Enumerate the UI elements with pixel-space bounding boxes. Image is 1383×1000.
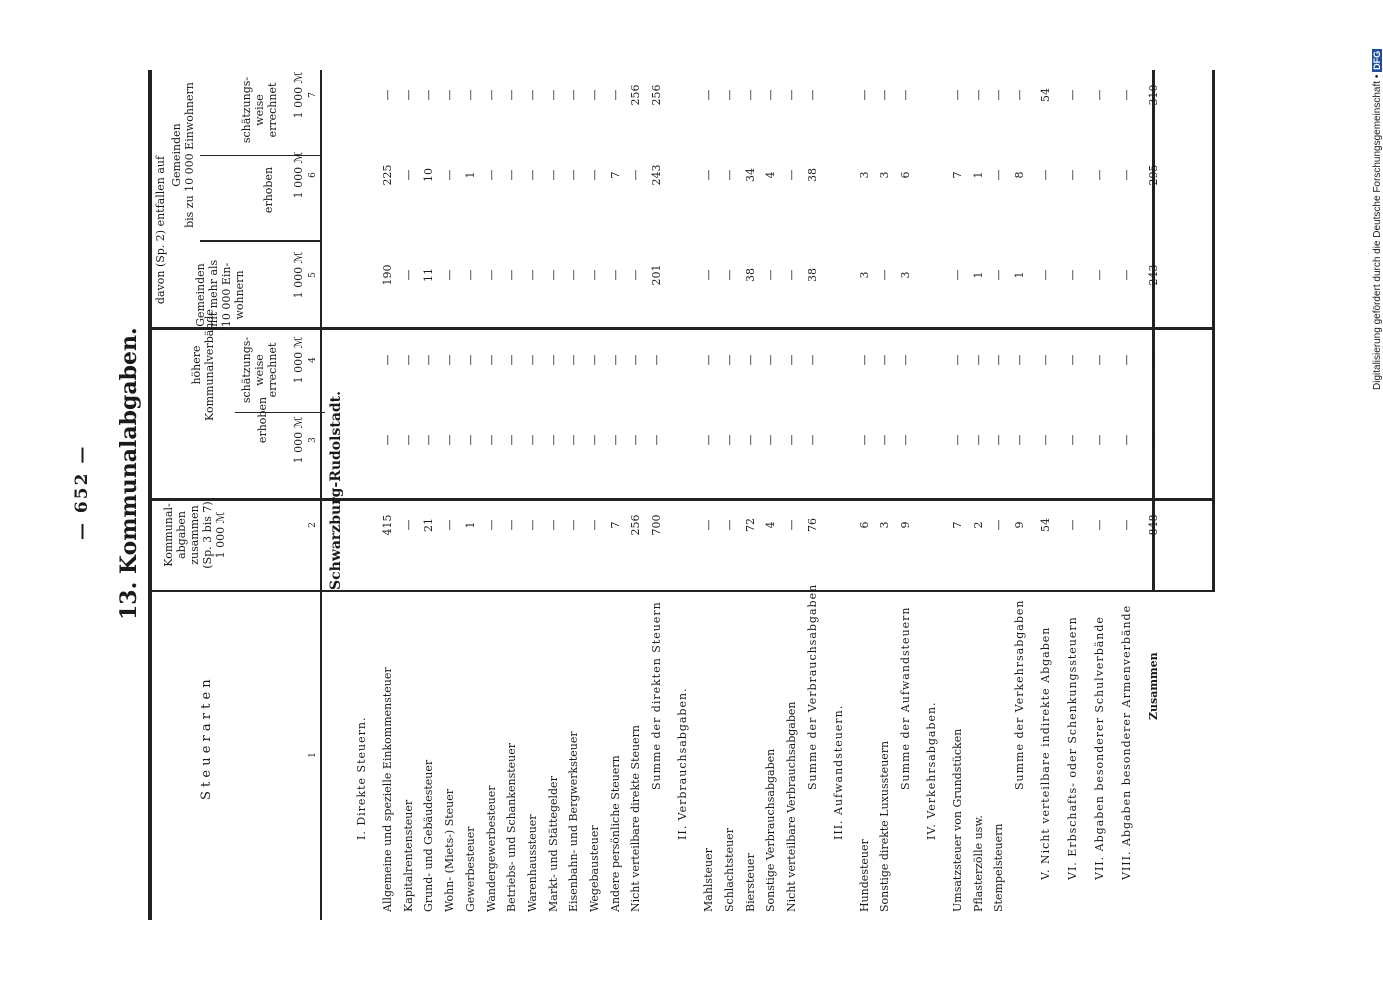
cell-value: — bbox=[764, 269, 778, 281]
cell-value: — bbox=[1093, 169, 1107, 181]
row-label: Nicht verteilbare Verbrauchsabgaben bbox=[784, 701, 798, 912]
cell-value: — bbox=[722, 89, 736, 101]
cell-value: 34 bbox=[743, 168, 757, 182]
cell-value: 38 bbox=[743, 268, 757, 282]
cell-value: — bbox=[743, 354, 757, 366]
row-label: VII. Abgaben besonderer Schulverbände bbox=[1093, 616, 1107, 880]
cell-value: — bbox=[608, 354, 622, 366]
row-label: Gewerbesteuer bbox=[463, 826, 477, 912]
cell-value: — bbox=[588, 169, 601, 181]
cell-value: — bbox=[743, 89, 757, 101]
cell-value: — bbox=[1013, 354, 1027, 366]
cell-value: — bbox=[805, 89, 819, 101]
row-label: Umsatzsteuer von Grundstücken bbox=[951, 728, 964, 912]
cell-value: — bbox=[764, 354, 778, 366]
row-label: Summe der Verbrauchsabgaben bbox=[805, 583, 819, 790]
header-line: zusammen bbox=[188, 505, 201, 565]
cell-value: 190 bbox=[381, 264, 394, 286]
cell-value: — bbox=[422, 354, 436, 366]
header-line: weise bbox=[253, 94, 266, 126]
cell-value: — bbox=[1120, 354, 1134, 366]
header-line: schätzungs- bbox=[240, 336, 253, 404]
cell-value: — bbox=[484, 269, 498, 281]
cell-value: — bbox=[443, 269, 457, 281]
row-label: IV. Verkehrsabgaben. bbox=[925, 701, 938, 840]
cell-value: — bbox=[567, 89, 581, 101]
cell-value: — bbox=[505, 434, 519, 446]
cell-value: — bbox=[1066, 354, 1080, 366]
cell-value: 1 bbox=[971, 271, 985, 279]
cell-value: — bbox=[588, 519, 601, 531]
cell-value: 4 bbox=[764, 521, 778, 529]
cell-value: 11 bbox=[422, 268, 436, 282]
cell-value: — bbox=[702, 89, 716, 101]
cell-value: — bbox=[443, 89, 457, 101]
row-label: Pflasterzölle usw. bbox=[971, 815, 985, 912]
header-line: höhere bbox=[190, 345, 203, 385]
header-unit: 1 000 ℳ bbox=[292, 71, 305, 119]
cell-value: — bbox=[722, 354, 736, 366]
cell-value: — bbox=[588, 269, 601, 281]
cell-value: 72 bbox=[743, 518, 757, 532]
header-line: 10 000 Ein- bbox=[220, 262, 233, 328]
header-schaetz-7 bbox=[240, 75, 279, 145]
header-line: Kommunalverbände bbox=[203, 309, 216, 421]
cell-value: — bbox=[567, 434, 581, 446]
row-label: Summe der Verkehrsabgaben bbox=[1013, 599, 1027, 790]
cell-value: 8 bbox=[1013, 171, 1027, 179]
cell-value: — bbox=[484, 434, 498, 446]
cell-value: — bbox=[878, 354, 892, 366]
cell-value: — bbox=[1093, 434, 1107, 446]
cell-value: 76 bbox=[805, 518, 819, 532]
cell-value: 3 bbox=[878, 171, 892, 179]
cell-value: — bbox=[702, 354, 716, 366]
cell-value: — bbox=[525, 434, 539, 446]
cell-value: — bbox=[484, 519, 498, 531]
cell-value: — bbox=[505, 269, 519, 281]
header-line: (Sp. 3 bis 7) bbox=[201, 501, 214, 569]
row-label: Zusammen bbox=[1147, 652, 1161, 720]
row-label: Stempelsteuern bbox=[992, 823, 1006, 912]
cell-value: — bbox=[588, 89, 601, 101]
row-label: Grund- und Gebäudesteuer bbox=[422, 759, 436, 912]
cell-value: — bbox=[401, 269, 415, 281]
cell-value: 700 bbox=[650, 514, 664, 536]
header-line: weise bbox=[253, 354, 266, 386]
cell-value: — bbox=[784, 269, 798, 281]
cell-value: — bbox=[951, 354, 964, 366]
cell-value: 225 bbox=[381, 164, 394, 186]
cell-value: 21 bbox=[422, 518, 436, 532]
cell-value: — bbox=[951, 434, 964, 446]
page-title: 13. Kommunalabgaben. bbox=[116, 327, 142, 620]
header-davon: davon (Sp. 2) entfallen auf bbox=[154, 155, 167, 305]
cell-value: — bbox=[463, 89, 477, 101]
cell-value: — bbox=[1093, 519, 1107, 531]
cell-value: — bbox=[971, 434, 985, 446]
header-line: abgaben bbox=[175, 511, 188, 559]
cell-value: 243 bbox=[650, 164, 664, 186]
cell-value: — bbox=[702, 169, 716, 181]
column-number: 1 bbox=[308, 752, 318, 758]
header-line: 1 000 ℳ bbox=[214, 511, 227, 559]
cell-value: — bbox=[463, 269, 477, 281]
cell-value: — bbox=[1120, 169, 1134, 181]
cell-value: 243 bbox=[1147, 264, 1161, 286]
cell-value: — bbox=[443, 354, 457, 366]
cell-value: — bbox=[1039, 269, 1053, 281]
row-label: Biersteuer bbox=[743, 853, 757, 912]
cell-value: — bbox=[484, 169, 498, 181]
row-label: Andere persönliche Steuern bbox=[608, 755, 622, 912]
cell-value: 1 bbox=[463, 521, 477, 529]
column-number: 4 bbox=[308, 357, 318, 363]
cell-value: 7 bbox=[608, 521, 622, 529]
page-number: — 652 — bbox=[72, 444, 92, 540]
cell-value: — bbox=[629, 354, 643, 366]
row-label: Nicht verteilbare direkte Steuern bbox=[629, 725, 643, 912]
cell-value: — bbox=[1013, 89, 1027, 101]
cell-value: — bbox=[784, 519, 798, 531]
cell-value: — bbox=[1066, 169, 1080, 181]
cell-value: — bbox=[722, 434, 736, 446]
cell-value: — bbox=[1039, 169, 1053, 181]
cell-value: — bbox=[1066, 519, 1080, 531]
cell-value: — bbox=[381, 434, 394, 446]
cell-value: — bbox=[608, 269, 622, 281]
column-number: 6 bbox=[308, 172, 318, 178]
cell-value: — bbox=[857, 354, 871, 366]
cell-value: — bbox=[443, 434, 457, 446]
row-label: Kapitalrentensteuer bbox=[401, 799, 415, 912]
cell-value: — bbox=[1013, 434, 1027, 446]
cell-value: — bbox=[443, 169, 457, 181]
cell-value: — bbox=[1093, 354, 1107, 366]
header-line: errechnet bbox=[266, 82, 279, 138]
cell-value: — bbox=[422, 89, 436, 101]
row-label: Sonstige Verbrauchsabgaben bbox=[764, 748, 778, 912]
cell-value: 7 bbox=[608, 171, 622, 179]
row-label: Betriebs- und Schankensteuer bbox=[505, 742, 519, 912]
cell-value: — bbox=[784, 434, 798, 446]
cell-value: — bbox=[1120, 434, 1134, 446]
row-label: II. Verbrauchsabgaben. bbox=[676, 687, 690, 840]
cell-value: — bbox=[1066, 434, 1080, 446]
row-label: Wegebausteuer bbox=[588, 825, 601, 912]
row-label: VIII. Abgaben besonderer Armenverbände bbox=[1120, 604, 1134, 880]
cell-value: — bbox=[525, 354, 539, 366]
cell-value: — bbox=[546, 89, 560, 101]
cell-value: — bbox=[784, 354, 798, 366]
row-label: Markt- und Stättegelder bbox=[546, 776, 560, 912]
cell-value: — bbox=[805, 354, 819, 366]
cell-value: 310 bbox=[1147, 84, 1161, 106]
cell-value: — bbox=[1093, 269, 1107, 281]
funding-note bbox=[1372, 49, 1383, 390]
cell-value: — bbox=[505, 519, 519, 531]
cell-value: — bbox=[878, 269, 892, 281]
header-unit: 1 000 ℳ bbox=[292, 151, 305, 199]
cell-value: — bbox=[1147, 434, 1161, 446]
cell-value: 6 bbox=[857, 521, 871, 529]
cell-value: — bbox=[463, 434, 477, 446]
cell-value: — bbox=[784, 169, 798, 181]
cell-value: — bbox=[401, 519, 415, 531]
header-steuerarten: S t e u e r a r t e n bbox=[199, 679, 214, 800]
cell-value: — bbox=[525, 169, 539, 181]
cell-value: — bbox=[702, 269, 716, 281]
header-line: schätzungs- bbox=[240, 76, 253, 144]
cell-value: — bbox=[899, 89, 912, 101]
cell-value: — bbox=[546, 269, 560, 281]
cell-value: 9 bbox=[1013, 521, 1027, 529]
row-label: Hundesteuer bbox=[857, 839, 871, 912]
column-number: 3 bbox=[308, 437, 318, 443]
cell-value: 4 bbox=[764, 171, 778, 179]
row-label: Warenhaussteuer bbox=[525, 814, 539, 912]
cell-value: — bbox=[899, 354, 912, 366]
cell-value: — bbox=[722, 519, 736, 531]
cell-value: — bbox=[484, 89, 498, 101]
header-line: errechnet bbox=[266, 342, 279, 398]
cell-value: — bbox=[764, 89, 778, 101]
cell-value: 54 bbox=[1039, 88, 1053, 102]
cell-value: — bbox=[878, 434, 892, 446]
cell-value: 3 bbox=[857, 271, 871, 279]
funding-text: Digitalisierung gefördert durch die Deutsche Forschungsgemeinschaft • bbox=[1372, 74, 1383, 390]
cell-value: 7 bbox=[951, 521, 964, 529]
cell-value: — bbox=[401, 169, 415, 181]
header-line: mit mehr als bbox=[207, 259, 220, 331]
cell-value: 3 bbox=[857, 171, 871, 179]
section-title: Schwarzburg-Rudolstadt. bbox=[328, 390, 344, 590]
cell-value: — bbox=[784, 89, 798, 101]
cell-value: — bbox=[608, 89, 622, 101]
cell-value: — bbox=[764, 434, 778, 446]
cell-value: — bbox=[992, 434, 1006, 446]
cell-value: — bbox=[401, 434, 415, 446]
cell-value: — bbox=[525, 269, 539, 281]
cell-value: — bbox=[899, 434, 912, 446]
cell-value: 3 bbox=[899, 271, 912, 279]
cell-value: — bbox=[1066, 89, 1080, 101]
row-label: Summe der direkten Steuern bbox=[650, 601, 664, 790]
cell-value: — bbox=[463, 354, 477, 366]
cell-value: — bbox=[1147, 354, 1161, 366]
cell-value: — bbox=[992, 519, 1006, 531]
cell-value: — bbox=[1039, 434, 1053, 446]
row-label: Schlachtsteuer bbox=[722, 828, 736, 912]
cell-value: 3 bbox=[878, 521, 892, 529]
cell-value: — bbox=[546, 519, 560, 531]
cell-value: — bbox=[422, 434, 436, 446]
cell-value: — bbox=[878, 89, 892, 101]
cell-value: 1 bbox=[463, 171, 477, 179]
cell-value: — bbox=[1120, 519, 1134, 531]
header-gem-bis bbox=[170, 70, 196, 240]
header-unit: 1 000 ℳ bbox=[292, 416, 305, 464]
row-label: Eisenbahn- und Bergwerksteuer bbox=[567, 731, 581, 912]
cell-value: — bbox=[971, 354, 985, 366]
cell-value: — bbox=[401, 89, 415, 101]
cell-value: 10 bbox=[422, 168, 436, 182]
cell-value: — bbox=[992, 269, 1006, 281]
cell-value: 38 bbox=[805, 268, 819, 282]
cell-value: — bbox=[401, 354, 415, 366]
header-line: Kommunal- bbox=[162, 503, 175, 567]
cell-value: — bbox=[443, 519, 457, 531]
cell-value: — bbox=[1093, 89, 1107, 101]
cell-value: — bbox=[702, 434, 716, 446]
row-label: Summe der Aufwandsteuern bbox=[899, 606, 912, 790]
row-label: VI. Erbschafts- oder Schenkungssteuern bbox=[1066, 616, 1080, 880]
cell-value: 2 bbox=[971, 521, 985, 529]
cell-value: — bbox=[588, 354, 601, 366]
cell-value: 256 bbox=[650, 84, 664, 106]
cell-value: — bbox=[608, 434, 622, 446]
cell-value: — bbox=[567, 169, 581, 181]
cell-value: — bbox=[629, 269, 643, 281]
column-number: 7 bbox=[308, 92, 318, 98]
header-erhoben-6: erhoben bbox=[262, 166, 275, 214]
cell-value: — bbox=[525, 519, 539, 531]
cell-value: — bbox=[992, 89, 1006, 101]
cell-value: — bbox=[805, 434, 819, 446]
cell-value: 256 bbox=[629, 84, 643, 106]
cell-value: — bbox=[743, 434, 757, 446]
cell-value: 6 bbox=[899, 171, 912, 179]
cell-value: 1 bbox=[1013, 271, 1027, 279]
cell-value: — bbox=[857, 89, 871, 101]
cell-value: — bbox=[546, 434, 560, 446]
cell-value: — bbox=[546, 169, 560, 181]
cell-value: 38 bbox=[805, 168, 819, 182]
cell-value: — bbox=[381, 89, 394, 101]
cell-value: — bbox=[650, 434, 664, 446]
row-label: Mahlsteuer bbox=[702, 848, 716, 912]
cell-value: — bbox=[381, 354, 394, 366]
cell-value: — bbox=[567, 519, 581, 531]
cell-value: — bbox=[992, 169, 1006, 181]
cell-value: — bbox=[505, 169, 519, 181]
cell-value: — bbox=[567, 354, 581, 366]
cell-value: — bbox=[650, 354, 664, 366]
row-label: I. Direkte Steuern. bbox=[355, 716, 368, 840]
column-number: 2 bbox=[308, 522, 318, 528]
cell-value: 415 bbox=[381, 514, 394, 536]
cell-value: — bbox=[629, 434, 643, 446]
column-number: 5 bbox=[308, 272, 318, 278]
cell-value: — bbox=[484, 354, 498, 366]
cell-value: — bbox=[702, 519, 716, 531]
header-line: Gemeinden bbox=[194, 263, 207, 327]
cell-value: — bbox=[546, 354, 560, 366]
header-line: bis zu 10 000 Einwohnern bbox=[183, 82, 196, 228]
cell-value: 848 bbox=[1147, 514, 1161, 536]
row-label: Wandergewerbesteuer bbox=[484, 785, 498, 912]
cell-value: — bbox=[505, 89, 519, 101]
dfg-logo: DFG bbox=[1372, 50, 1382, 70]
cell-value: — bbox=[722, 169, 736, 181]
cell-value: 256 bbox=[629, 514, 643, 536]
row-label: Wohn- (Miets-) Steuer bbox=[443, 788, 457, 912]
header-unit: 1 000 ℳ bbox=[292, 336, 305, 384]
cell-value: — bbox=[1120, 89, 1134, 101]
header-line: wohnern bbox=[233, 270, 246, 320]
cell-value: — bbox=[951, 89, 964, 101]
row-label: III. Aufwandsteuern. bbox=[831, 704, 845, 840]
cell-value: 7 bbox=[951, 171, 964, 179]
row-label: V. Nicht verteilbare indirekte Abgaben bbox=[1039, 626, 1053, 880]
cell-value: 1 bbox=[971, 171, 985, 179]
cell-value: — bbox=[629, 169, 643, 181]
cell-value: — bbox=[857, 434, 871, 446]
cell-value: 9 bbox=[899, 521, 912, 529]
header-schaetz-4 bbox=[240, 330, 279, 410]
header-gem-mehr bbox=[194, 250, 246, 340]
cell-value: 201 bbox=[650, 264, 664, 286]
header-col2 bbox=[162, 490, 227, 580]
cell-value: — bbox=[525, 89, 539, 101]
cell-value: — bbox=[505, 354, 519, 366]
cell-value: — bbox=[951, 269, 964, 281]
header-line: Gemeinden bbox=[170, 123, 183, 187]
header-unit: 1 000 ℳ bbox=[292, 251, 305, 299]
cell-value: 295 bbox=[1147, 164, 1161, 186]
cell-value: — bbox=[567, 269, 581, 281]
cell-value: — bbox=[971, 89, 985, 101]
cell-value: 54 bbox=[1039, 518, 1053, 532]
cell-value: — bbox=[588, 434, 601, 446]
cell-value: — bbox=[1120, 269, 1134, 281]
tax-table bbox=[150, 70, 1220, 920]
cell-value: — bbox=[1066, 269, 1080, 281]
cell-value: — bbox=[992, 354, 1006, 366]
header-erhoben-3: erhoben bbox=[256, 396, 269, 444]
row-label: Allgemeine und spezielle Einkommensteuer bbox=[381, 667, 394, 912]
cell-value: — bbox=[722, 269, 736, 281]
row-label: Sonstige direkte Luxussteuern bbox=[878, 740, 892, 912]
cell-value: — bbox=[1039, 354, 1053, 366]
